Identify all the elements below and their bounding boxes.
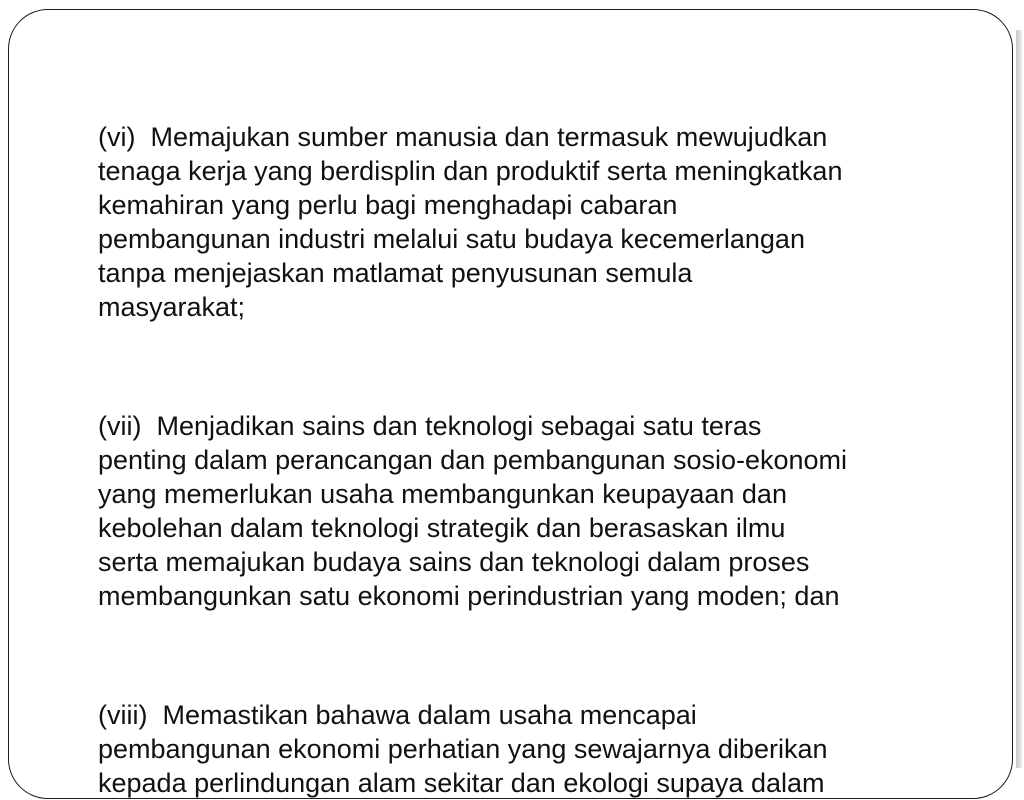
slide-content [98,120,998,800]
paragraph-viii [98,698,998,800]
text-line: masyarakat; [98,292,246,322]
text-line: kepada perlindungan alam sekitar dan ekologi supaya dalam [98,768,825,798]
text-line: (vi) Memajukan sumber manusia dan termasuk mewujudkan [98,122,828,152]
text-line: (viii) Memastikan bahawa dalam usaha mencapai [98,700,697,730]
text-line: penting dalam perancangan dan pembangunan sosio-ekonomi [98,445,848,475]
text-line: kemahiran yang perlu bagi menghadapi cabaran [98,190,678,220]
text-line: kebolehan dalam teknologi strategik dan berasaskan ilmu [98,513,786,543]
text-line: yang memerlukan usaha membangunkan keupayaan dan [98,479,787,509]
text-line: pembangunan ekonomi perhatian yang sewajarnya diberikan [98,734,828,764]
text-line: tanpa menjejaskan matlamat penyusunan semula [98,258,693,288]
paragraph-vii [98,409,998,613]
text-line: tenaga kerja yang berdisplin dan produktif serta meningkatkan [98,156,843,186]
text-line: serta memajukan budaya sains dan teknologi dalam proses [98,547,810,577]
frame-shadow [1016,30,1022,768]
text-line: pembangunan industri melalui satu budaya kecemerlangan [98,224,805,254]
text-line: (vii) Menjadikan sains dan teknologi sebagai satu teras [98,411,762,441]
text-line: membangunkan satu ekonomi perindustrian yang moden; dan [98,581,840,611]
paragraph-vi [98,120,998,324]
